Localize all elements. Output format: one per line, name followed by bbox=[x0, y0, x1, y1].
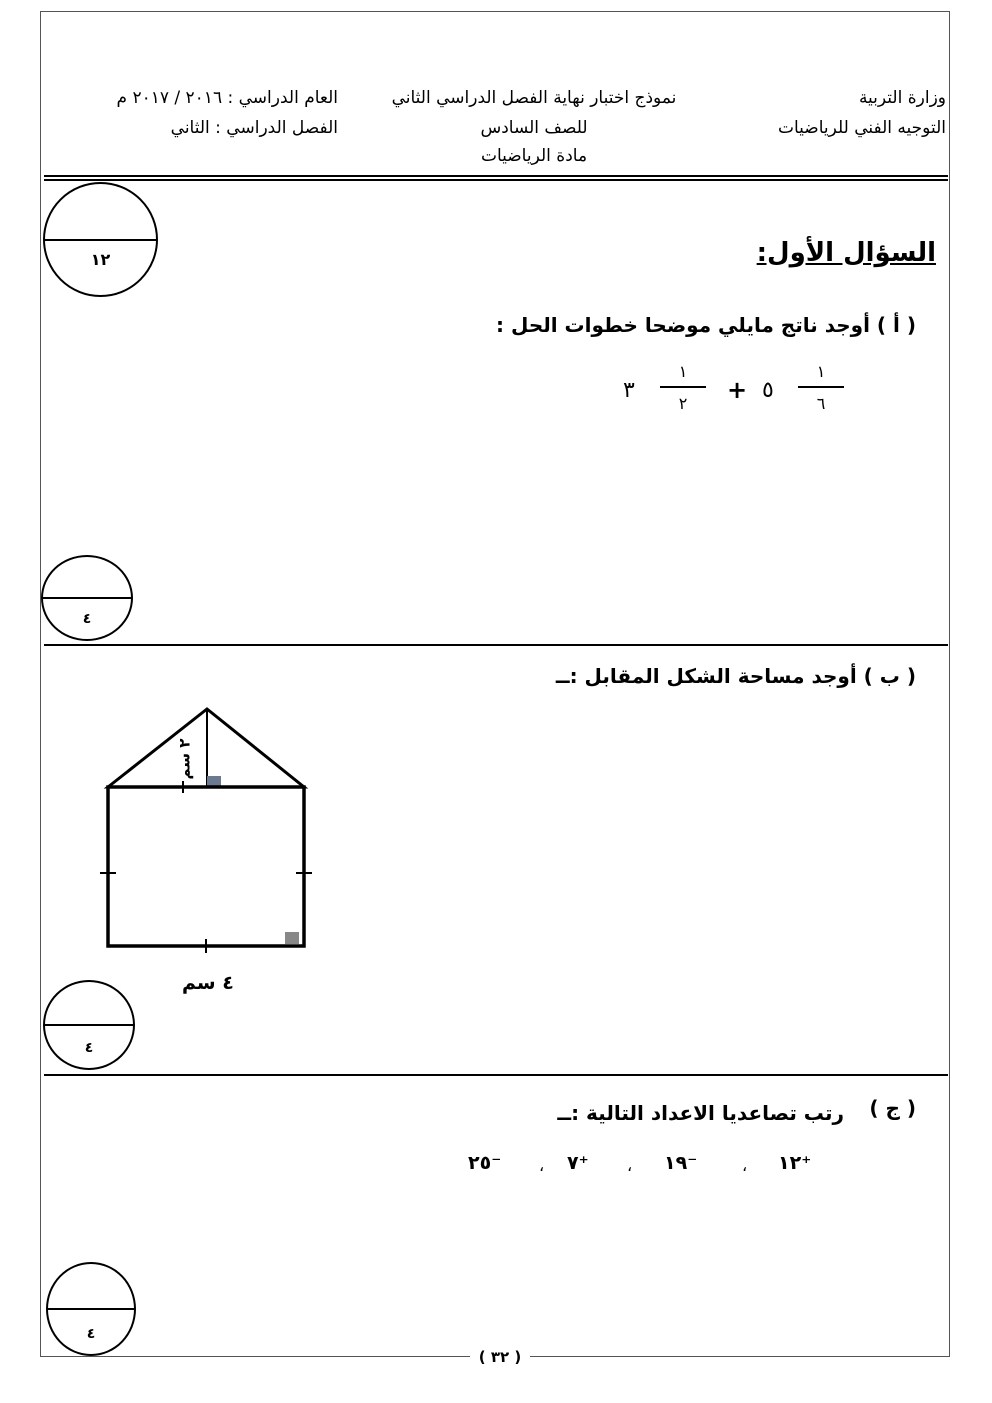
part-c-score-value: ٤ bbox=[86, 1326, 96, 1342]
plus-operator: + bbox=[727, 376, 748, 404]
part-c-label: رتب تصاعديا الاعداد التالية :ــ bbox=[557, 1101, 844, 1125]
fraction-2-numerator: ١ bbox=[816, 362, 826, 381]
fraction-2-denominator: ٦ bbox=[816, 394, 826, 413]
part-a-score-circle bbox=[41, 555, 133, 641]
house-shape-diagram bbox=[100, 700, 320, 960]
subject-label: مادة الرياضيات bbox=[480, 146, 588, 166]
part-a-label: ( أ ) أوجد ناتج مايلي موضحا خطوات الحل : bbox=[496, 313, 916, 337]
academic-year: العام الدراسي : ٢٠١٦ / ٢٠١٧ م bbox=[116, 88, 338, 108]
part-c-score-circle bbox=[46, 1262, 136, 1356]
fraction-1-numerator: ١ bbox=[678, 362, 688, 381]
part-a-score-value: ٤ bbox=[82, 611, 92, 627]
right-angle-marker-bottom bbox=[285, 932, 299, 944]
fraction-1-denominator: ٢ bbox=[678, 394, 688, 413]
page-number: ( ٣٢ ) bbox=[470, 1348, 530, 1366]
number-1: ١٢⁺ bbox=[778, 1152, 812, 1174]
whole-number-2: ٥ bbox=[762, 378, 774, 403]
exam-title: نموذج اختبار نهاية الفصل الدراسي الثاني bbox=[391, 88, 677, 108]
part-a-divider bbox=[44, 644, 948, 646]
whole-number-1: ٣ bbox=[623, 378, 635, 403]
height-label: ٢ سم bbox=[175, 738, 194, 780]
number-2: ١٩⁻ bbox=[664, 1152, 698, 1174]
part-c-marker: ( ج ) bbox=[869, 1096, 916, 1120]
grade-label: للصف السادس bbox=[480, 118, 588, 138]
part-b-label: ( ب ) أوجد مساحة الشكل المقابل :ــ bbox=[555, 664, 916, 688]
square-body bbox=[108, 787, 304, 946]
total-score-value: ١٢ bbox=[90, 250, 111, 269]
number-4: ٢٥⁻ bbox=[468, 1152, 502, 1174]
ministry-label: وزارة التربية bbox=[858, 88, 946, 108]
separator-1: ، bbox=[742, 1156, 748, 1175]
part-b-divider bbox=[44, 1074, 948, 1076]
fraction-1 bbox=[660, 362, 706, 418]
header-divider-top bbox=[44, 175, 948, 177]
part-b-score-value: ٤ bbox=[84, 1040, 94, 1056]
question-title: السؤال الأول: bbox=[756, 238, 936, 268]
part-b-score-circle bbox=[43, 980, 135, 1070]
base-label: ٤ سم bbox=[182, 972, 234, 994]
number-3: ٧⁺ bbox=[567, 1152, 589, 1174]
fraction-2 bbox=[798, 362, 844, 418]
header-divider-bottom bbox=[44, 179, 948, 181]
separator-3: ، bbox=[539, 1156, 545, 1175]
semester-label: الفصل الدراسي : الثاني bbox=[170, 118, 338, 138]
department-label: التوجيه الفني للرياضيات bbox=[777, 118, 946, 138]
total-score-circle bbox=[43, 182, 158, 297]
separator-2: ، bbox=[627, 1156, 633, 1175]
